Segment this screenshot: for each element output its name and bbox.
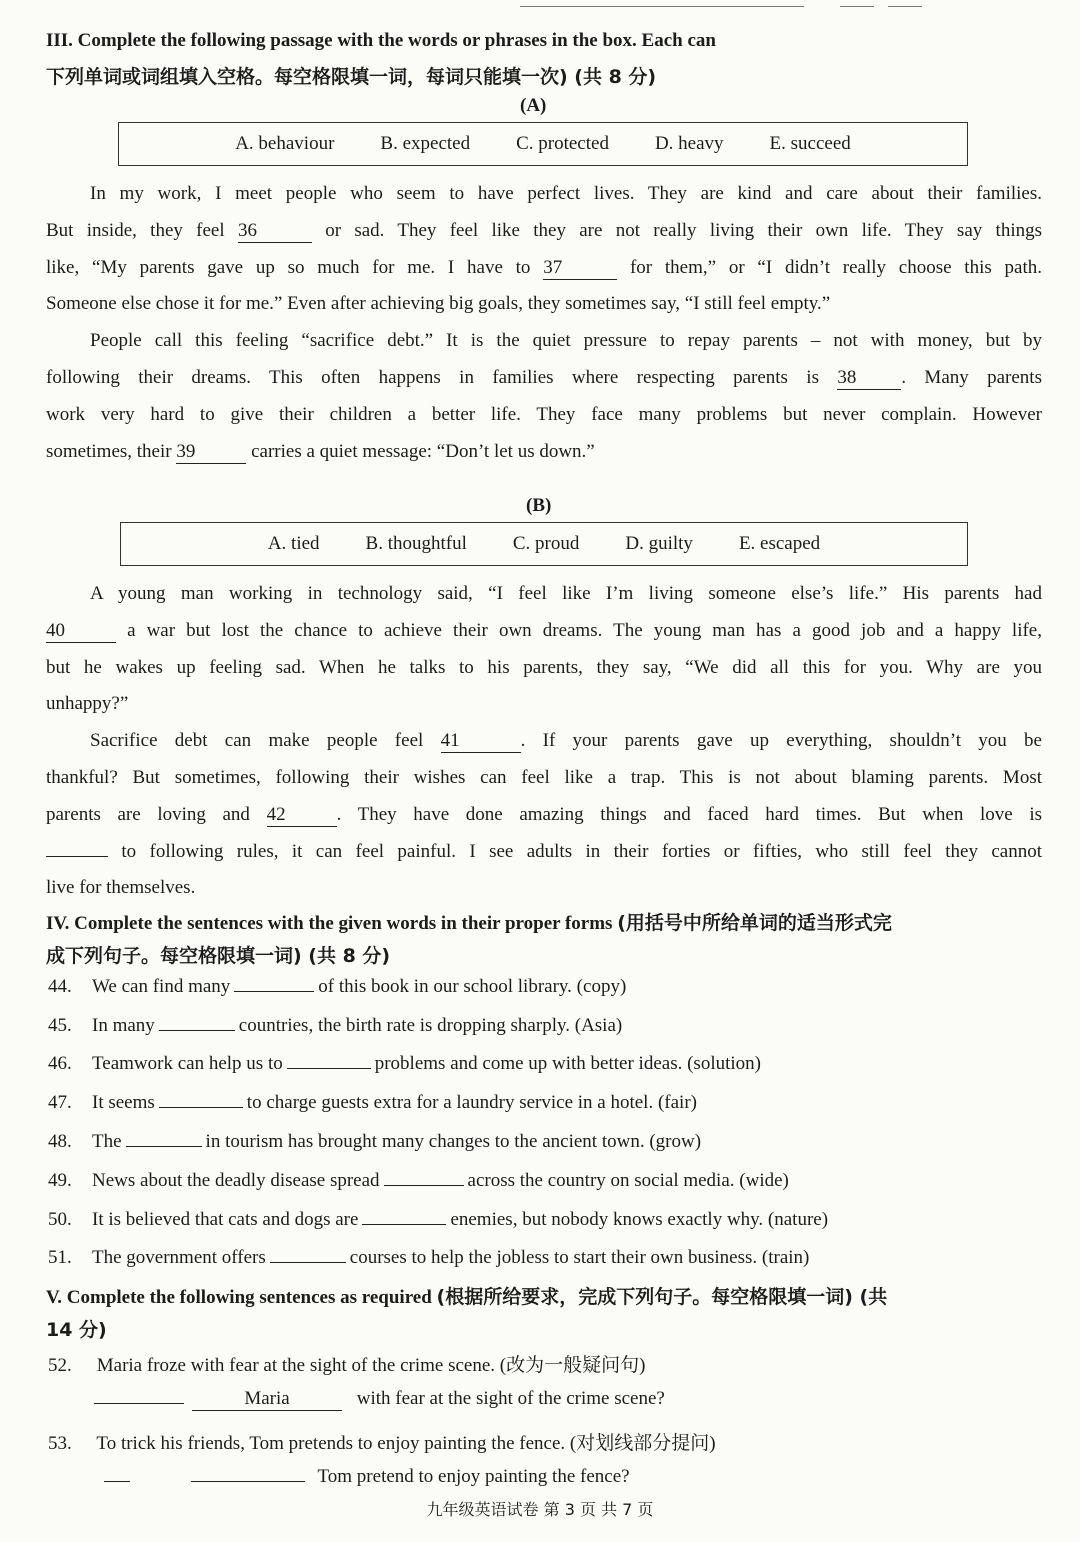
section4-heading-cn: (用括号中所给单词的适当形式完 bbox=[617, 912, 892, 934]
word-option: D. guilty bbox=[625, 533, 693, 554]
passage-text: . If your parents gave up everything, shouldn’t you be bbox=[520, 730, 1042, 752]
question-53 bbox=[48, 1428, 716, 1455]
passage-text: a war but lost the chance to achieve their own dreams. The young man has a good job and a happy life, bbox=[116, 619, 1042, 641]
question-text-after: of this book in our school library. (copy) bbox=[318, 976, 627, 997]
question-47 bbox=[48, 1092, 697, 1114]
question-text: Maria froze with fear at the sight of the crime scene. (改为一般疑问句) bbox=[96, 1355, 646, 1376]
word-option: E. escaped bbox=[738, 533, 821, 554]
section3-subheading: 下列单词或词组填入空格。每空格限填一词，每词只能填一次) (共 8 分) bbox=[46, 66, 657, 88]
passage-line bbox=[46, 360, 1042, 397]
question-number: 51. bbox=[48, 1247, 72, 1268]
passage-line bbox=[46, 176, 1042, 213]
question-number: 44. bbox=[48, 976, 72, 997]
passage-line bbox=[46, 323, 1042, 360]
section5-heading-cn: (根据所给要求，完成下列句子。每空格限填一词) (共 bbox=[436, 1286, 888, 1308]
section5-heading: V. Complete the following sentences as required bbox=[46, 1287, 432, 1308]
blank-unnumbered[interactable] bbox=[46, 856, 108, 857]
word-option: C. protected bbox=[516, 133, 609, 154]
partB-passage bbox=[46, 576, 1042, 907]
answer-blank[interactable] bbox=[234, 991, 314, 992]
answer-blank[interactable] bbox=[104, 1481, 130, 1482]
word-option: B. expected bbox=[380, 133, 471, 154]
passage-text: for them,” or “I didn’t really choose this path. bbox=[617, 256, 1042, 278]
question-number: 49. bbox=[48, 1170, 72, 1191]
passage-text: like, “My parents gave up so much for me. I have to bbox=[46, 256, 544, 278]
question-51 bbox=[48, 1247, 809, 1269]
passage-text: but he wakes up feeling sad. When he talks to his parents, they say, “We did all this for you. Why are you bbox=[46, 656, 1042, 678]
blank-41[interactable]: 41 bbox=[441, 730, 521, 753]
partA-passage bbox=[46, 176, 1042, 470]
question-48 bbox=[48, 1131, 701, 1153]
passage-text: In my work, I meet people who seem to have perfect lives. They are kind and care about their families. bbox=[90, 183, 1042, 204]
section5-heading-cn-2: 14 分) bbox=[46, 1319, 107, 1341]
answer-blank[interactable] bbox=[159, 1107, 243, 1108]
blank-38[interactable]: 38 bbox=[837, 367, 901, 390]
passage-line bbox=[46, 834, 1042, 871]
answer-blank[interactable] bbox=[384, 1185, 464, 1186]
word-option: C. proud bbox=[512, 533, 580, 554]
question-text-before: We can find many bbox=[92, 976, 231, 997]
question-number: 48. bbox=[48, 1131, 72, 1152]
passage-line bbox=[46, 576, 1042, 613]
section4-heading-cn-2: 成下列句子。每空格限填一词) (共 8 分) bbox=[46, 945, 391, 967]
answer-blank[interactable] bbox=[126, 1146, 202, 1147]
passage-text: . Many parents bbox=[901, 366, 1042, 388]
word-option: B. thoughtful bbox=[365, 533, 467, 554]
question-number: 45. bbox=[48, 1015, 72, 1036]
blank-40[interactable]: 40 bbox=[46, 620, 116, 643]
question-text-before: News about the deadly disease spread bbox=[92, 1170, 380, 1191]
passage-line bbox=[46, 870, 1042, 907]
question-text-before: In many bbox=[92, 1015, 155, 1036]
passage-line bbox=[46, 613, 1042, 650]
answer-blank[interactable] bbox=[287, 1068, 371, 1069]
answer-word: Maria bbox=[244, 1388, 290, 1409]
partB-label: (B) bbox=[526, 495, 552, 516]
blank-37[interactable]: 37 bbox=[543, 257, 617, 280]
partB-word-box bbox=[120, 522, 968, 566]
passage-line bbox=[46, 286, 1042, 323]
answer-blank[interactable] bbox=[159, 1030, 235, 1031]
blank-39[interactable]: 39 bbox=[176, 441, 246, 464]
question-52 bbox=[48, 1350, 645, 1377]
passage-text: parents are loving and bbox=[46, 803, 267, 825]
passage-text: Sacrifice debt can make people feel bbox=[90, 730, 441, 752]
answer-blank[interactable] bbox=[270, 1262, 346, 1263]
passage-text: unhappy?” bbox=[46, 693, 129, 715]
question-text-after: to charge guests extra for a laundry service in a hotel. (fair) bbox=[246, 1092, 697, 1113]
question-number: 50. bbox=[48, 1209, 72, 1230]
question-46 bbox=[48, 1053, 761, 1075]
answer-blank-prefilled[interactable] bbox=[192, 1388, 342, 1411]
passage-text: live for themselves. bbox=[46, 877, 196, 899]
passage-line bbox=[46, 760, 1042, 797]
word-option: A. behaviour bbox=[235, 133, 335, 154]
passage-line bbox=[46, 397, 1042, 434]
blank-36[interactable]: 36 bbox=[238, 220, 312, 243]
passage-line bbox=[46, 434, 1042, 471]
partA-word-box bbox=[118, 122, 968, 166]
blank-42[interactable]: 42 bbox=[267, 804, 337, 827]
question-text-after: courses to help the jobless to start their own business. (train) bbox=[349, 1247, 810, 1268]
question-text-before: It seems bbox=[92, 1092, 155, 1113]
passage-text: or sad. They feel like they are not really living their own life. They say things bbox=[311, 219, 1042, 241]
answer-blank[interactable] bbox=[94, 1403, 184, 1404]
question-45 bbox=[48, 1015, 622, 1037]
question-text: To trick his friends, Tom pretends to enjoy painting the fence. (对划线部分提问) bbox=[96, 1433, 716, 1454]
question-text-after: across the country on social media. (wide) bbox=[467, 1170, 789, 1191]
answer-blank[interactable] bbox=[191, 1481, 305, 1482]
passage-text: following their dreams. This often happens in families where respecting parents is bbox=[46, 366, 838, 388]
question-49 bbox=[48, 1170, 789, 1192]
passage-text: thankful? But sometimes, following their wishes can feel like a trap. This is not about blaming parents. Most bbox=[46, 766, 1042, 788]
question-50 bbox=[48, 1209, 828, 1231]
page-footer: 九年级英语试卷 第 3 页 共 7 页 bbox=[426, 1500, 654, 1519]
question-44 bbox=[48, 976, 626, 998]
word-option: D. heavy bbox=[654, 133, 724, 154]
passage-text: People call this feeling “sacrifice debt.” It is the quiet pressure to repay parents – not with money, but by bbox=[90, 330, 1042, 352]
section4-heading: IV. Complete the sentences with the given words in their proper forms bbox=[46, 913, 613, 934]
question-text-after: problems and come up with better ideas. (solution) bbox=[374, 1053, 761, 1074]
answer-rest: Tom pretend to enjoy painting the fence? bbox=[317, 1466, 630, 1487]
word-option: A. tied bbox=[267, 533, 320, 554]
question-text-before: The bbox=[92, 1131, 122, 1152]
partA-label: (A) bbox=[520, 95, 547, 116]
answer-rest: with fear at the sight of the crime scene? bbox=[356, 1388, 665, 1409]
question-text-after: in tourism has brought many changes to the ancient town. (grow) bbox=[205, 1131, 702, 1152]
question-text-before: It is believed that cats and dogs are bbox=[92, 1209, 359, 1230]
question-number: 53. bbox=[48, 1433, 72, 1454]
question-text-before: The government offers bbox=[92, 1247, 266, 1268]
answer-blank[interactable] bbox=[362, 1224, 446, 1225]
word-option: E. succeed bbox=[769, 133, 851, 154]
passage-text: sometimes, their bbox=[46, 440, 177, 462]
question-text-after: countries, the birth rate is dropping sharply. (Asia) bbox=[238, 1015, 623, 1036]
passage-text: carries a quiet message: “Don’t let us down.” bbox=[246, 440, 595, 462]
question-text-before: Teamwork can help us to bbox=[92, 1053, 283, 1074]
question-number: 47. bbox=[48, 1092, 72, 1113]
passage-text: work very hard to give their children a better life. They face many problems but never complain. However bbox=[46, 403, 1042, 425]
passage-text: A young man working in technology said, “I feel like I’m living someone else’s life.” His parents had bbox=[90, 583, 1042, 604]
question-number: 52. bbox=[48, 1355, 72, 1376]
passage-line bbox=[46, 250, 1042, 287]
passage-line bbox=[46, 686, 1042, 723]
passage-text: Someone else chose it for me.” Even after achieving big goals, they sometimes say, “I still feel empty.” bbox=[46, 293, 831, 315]
passage-text: . They have done amazing things and faced hard times. But when love is bbox=[336, 803, 1042, 825]
answer-53 bbox=[100, 1466, 630, 1488]
question-text-after: enemies, but nobody knows exactly why. (nature) bbox=[450, 1209, 829, 1230]
passage-line bbox=[46, 650, 1042, 687]
passage-line bbox=[46, 723, 1042, 760]
passage-line bbox=[46, 797, 1042, 834]
passage-text: to following rules, it can feel painful. I see adults in their forties or fifties, who still feel they cannot bbox=[108, 840, 1042, 862]
question-number: 46. bbox=[48, 1053, 72, 1074]
passage-text: But inside, they feel bbox=[46, 219, 238, 241]
section3-heading: III. Complete the following passage with the words or phrases in the box. Each can bbox=[46, 30, 716, 51]
answer-52 bbox=[90, 1388, 665, 1411]
passage-line bbox=[46, 213, 1042, 250]
